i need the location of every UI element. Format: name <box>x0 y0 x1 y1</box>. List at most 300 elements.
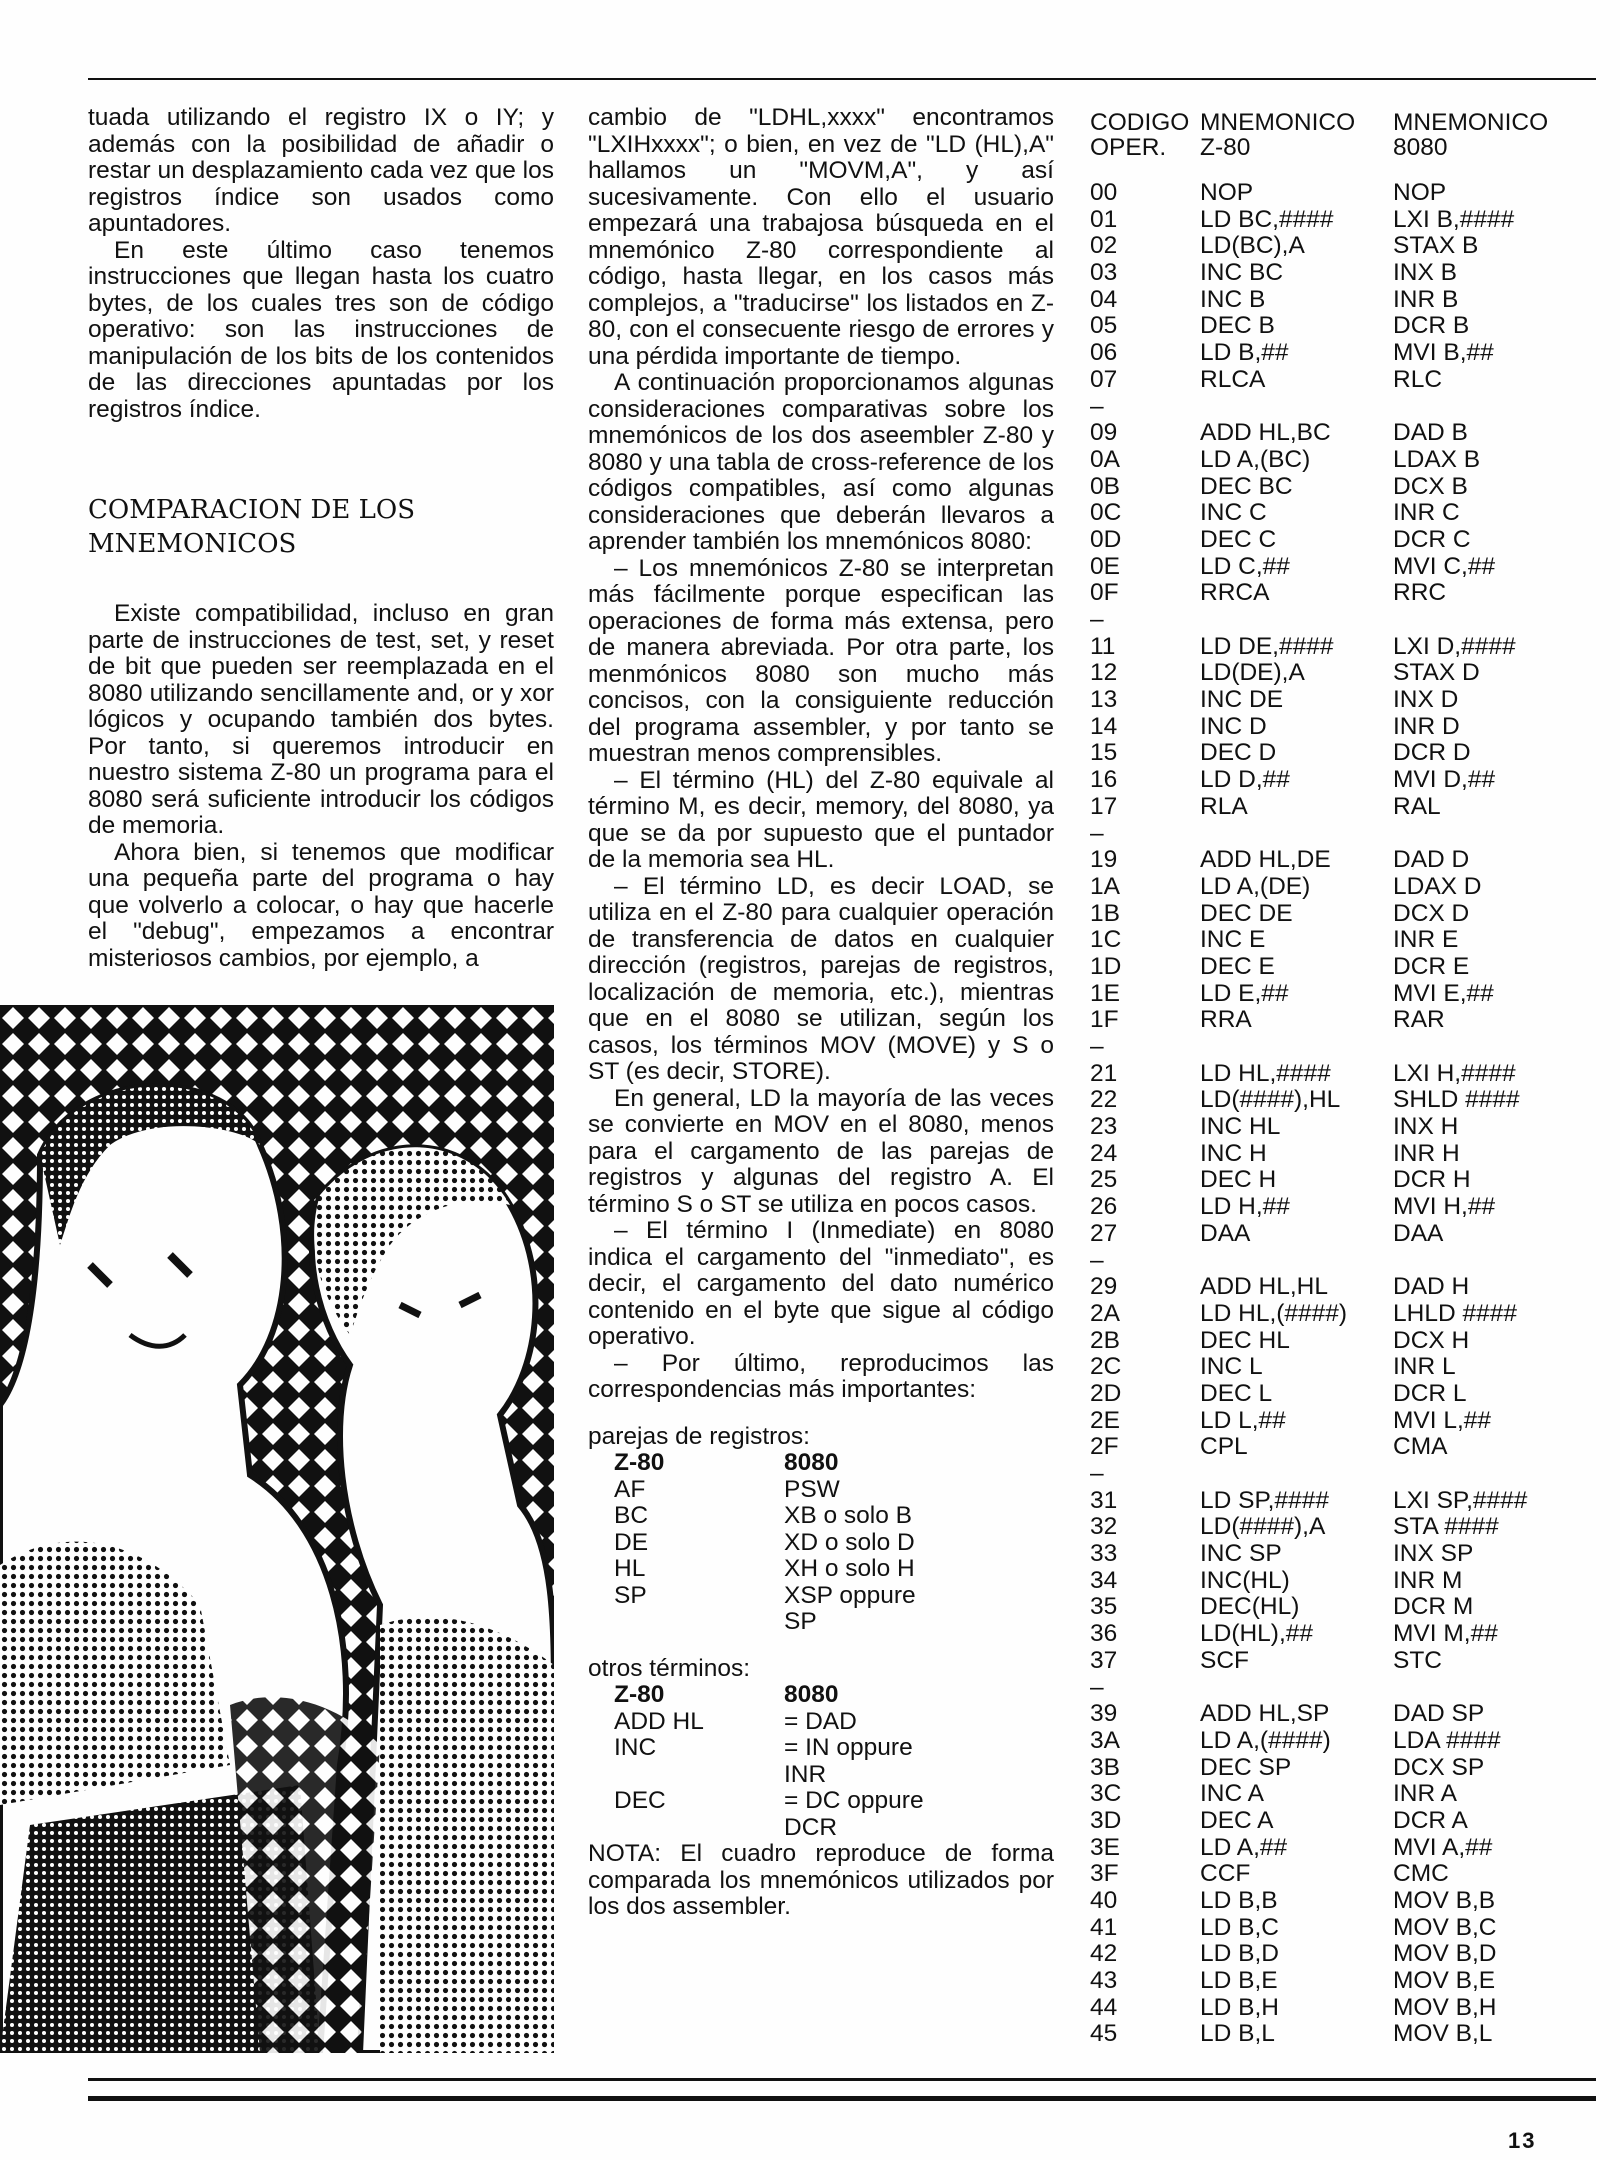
column-1 <box>88 105 554 972</box>
i8080-mnemonic-cell: INX SP <box>1393 1540 1474 1568</box>
opcode-row <box>1090 447 1600 474</box>
opcode-row <box>1090 1194 1600 1221</box>
cell: = IN oppure INR <box>784 1734 913 1788</box>
z80-mnemonic-cell: ADD HL,SP <box>1200 1700 1330 1728</box>
i8080-mnemonic-cell: MOV B,E <box>1393 1967 1496 1995</box>
opcode-cell: 36 <box>1090 1620 1118 1648</box>
opcode-row <box>1090 901 1600 928</box>
opcode-row <box>1090 1594 1600 1621</box>
opcode-row <box>1090 2021 1600 2048</box>
opcode-cell: 17 <box>1090 792 1118 820</box>
opcode-row <box>1090 1888 1600 1915</box>
opcode-cell: 12 <box>1090 659 1118 687</box>
opcode-cell: 29 <box>1090 1273 1118 1301</box>
opcode-cell: 23 <box>1090 1113 1118 1141</box>
cell: SP <box>614 1581 647 1609</box>
opcode-cell: 1D <box>1090 952 1122 980</box>
i8080-mnemonic-cell: RRC <box>1393 579 1447 607</box>
i8080-mnemonic-cell: DCX H <box>1393 1326 1470 1354</box>
top-rule <box>88 78 1596 80</box>
cell: INC <box>614 1734 657 1761</box>
paragraph: En este último caso tenemos instrucciones que llegan hasta los cuatro bytes, de los cuales tres son de código operativo: son las instrucciones de manipulación de los bits de los contenidos de las direcciones apuntadas por los registros índice. <box>88 236 554 423</box>
cell: DEC <box>614 1787 666 1814</box>
z80-mnemonic-cell: CCF <box>1200 1860 1251 1888</box>
z80-mnemonic-cell: DEC(HL) <box>1200 1593 1300 1621</box>
opcode-cell: 3B <box>1090 1753 1120 1781</box>
terms-header-8080: 8080 <box>784 1681 839 1708</box>
opcode-cell: – <box>1090 1033 1104 1060</box>
table-row <box>614 1709 954 1736</box>
opcode-cell: – <box>1090 1460 1104 1487</box>
other-terms <box>588 1656 1054 1842</box>
i8080-mnemonic-cell: INR M <box>1393 1566 1463 1594</box>
halftone-illustration <box>0 1005 554 2053</box>
opcode-row <box>1090 1621 1600 1648</box>
opcode-row <box>1090 821 1600 848</box>
opcode-row <box>1090 1141 1600 1168</box>
z80-mnemonic-cell: SCF <box>1200 1646 1249 1674</box>
paragraph: A continuación proporcionamos algunas consideraciones comparativas sobre los mnemónicos de los dos aseembler Z-80 y 8080 y una tabla de cross-reference de los códigos compatibles, así como algunas consideraciones que deberán llevaros a aprender también los mnemónicos 8080: <box>588 369 1054 555</box>
opcode-cell: 2F <box>1090 1433 1119 1461</box>
terms-table <box>614 1682 954 1841</box>
opcode-cell: 3F <box>1090 1860 1119 1888</box>
opcode-cell: 06 <box>1090 339 1118 367</box>
z80-mnemonic-cell: DEC A <box>1200 1806 1274 1834</box>
opcode-cell: 22 <box>1090 1086 1118 1114</box>
z80-mnemonic-cell: ADD HL,BC <box>1200 419 1331 447</box>
bottom-rule <box>88 2078 1596 2081</box>
i8080-mnemonic-cell <box>1393 1034 1593 1061</box>
opcode-row <box>1090 1968 1600 1995</box>
z80-mnemonic-cell: DEC H <box>1200 1166 1277 1194</box>
opcode-cell: 3D <box>1090 1806 1122 1834</box>
opcode-cell: 24 <box>1090 1139 1118 1167</box>
cell: = DC oppure DCR <box>784 1787 924 1841</box>
heading-line: COMPARACION DE LOS <box>88 495 416 525</box>
opcode-cell: 33 <box>1090 1540 1118 1568</box>
i8080-mnemonic-cell: MVI C,## <box>1393 552 1496 580</box>
opcode-cell: 31 <box>1090 1486 1118 1514</box>
i8080-mnemonic-cell: DAD H <box>1393 1273 1470 1301</box>
opcode-cell: 3A <box>1090 1726 1120 1754</box>
opcode-row <box>1090 687 1600 714</box>
opcode-row <box>1090 714 1600 741</box>
z80-mnemonic-cell: RLCA <box>1200 365 1266 393</box>
z80-mnemonic-cell: LD(####),A <box>1200 1513 1326 1541</box>
paragraph: – El término LD, es decir LOAD, se utiliza en el Z-80 para cualquier operación de transferencia de datos en cualquier dirección (registros, parejas de registros, localización de memoria, etc.), mientras que en el 8080 se utilizan, según los casos, los términos MOV (MOVE) y S o ST (es decir, STORE). <box>588 872 1054 1085</box>
opcode-row <box>1090 1808 1600 1835</box>
z80-mnemonic-cell: LD SP,#### <box>1200 1486 1329 1514</box>
i8080-mnemonic-cell: INX B <box>1393 259 1457 287</box>
opcode-row <box>1090 1488 1600 1515</box>
opcode-cell: 2B <box>1090 1326 1120 1354</box>
i8080-mnemonic-cell <box>1393 394 1593 421</box>
opcode-row <box>1090 260 1600 287</box>
i8080-mnemonic-cell: MOV B,C <box>1393 1913 1497 1941</box>
header-8080 <box>1393 110 1593 160</box>
z80-mnemonic-cell: NOP <box>1200 179 1254 206</box>
i8080-mnemonic-cell: MVI A,## <box>1393 1833 1493 1861</box>
paragraph: Ahora bien, si tenemos que modificar una pequeña parte del programa o hay que volverlo a colocar, o hay que hacerle el "debug", empezamos a encontrar misteriosos cambios, por ejemplo, a <box>88 838 554 972</box>
opcode-cell: 19 <box>1090 846 1118 874</box>
table-row <box>614 1735 954 1788</box>
register-pairs <box>588 1424 1054 1636</box>
opcode-cell: 0E <box>1090 552 1120 580</box>
i8080-mnemonic-cell: INR D <box>1393 712 1460 740</box>
opcode-rows <box>1090 180 1600 2048</box>
z80-mnemonic-cell: INC H <box>1200 1139 1267 1167</box>
i8080-mnemonic-cell: DCR B <box>1393 312 1470 340</box>
z80-mnemonic-cell: LD A,(####) <box>1200 1726 1331 1754</box>
z80-mnemonic-cell <box>1200 394 1393 421</box>
opcode-row <box>1090 794 1600 821</box>
opcode-row <box>1090 1434 1600 1461</box>
header-codigo <box>1090 110 1200 160</box>
i8080-mnemonic-cell: DAD D <box>1393 846 1470 874</box>
cell: = DAD <box>784 1707 857 1735</box>
cell: BC <box>614 1502 649 1529</box>
opcode-row <box>1090 1701 1600 1728</box>
opcode-row <box>1090 500 1600 527</box>
z80-mnemonic-cell: DEC L <box>1200 1379 1273 1407</box>
opcode-cell: 45 <box>1090 2020 1118 2048</box>
opcode-cell: 07 <box>1090 365 1118 393</box>
table-row <box>614 1556 954 1583</box>
opcode-cell: 0C <box>1090 499 1122 527</box>
opcode-cell: 1B <box>1090 899 1120 927</box>
z80-mnemonic-cell: DEC BC <box>1200 472 1293 500</box>
header-line: CODIGO <box>1090 109 1190 136</box>
paragraph: tuada utilizando el registro IX o IY; y además con la posibilidad de añadir o restar un desplazamiento cada vez que los registros índice son usados como apuntadores. <box>88 104 554 237</box>
i8080-mnemonic-cell: INX H <box>1393 1113 1459 1141</box>
opcode-cell: – <box>1090 392 1104 420</box>
i8080-mnemonic-cell: MVI E,## <box>1393 979 1494 1007</box>
z80-mnemonic-cell: LD(####),HL <box>1200 1086 1341 1114</box>
opcode-row <box>1090 634 1600 661</box>
opcode-row <box>1090 1915 1600 1942</box>
z80-mnemonic-cell: LD B,D <box>1200 1940 1279 1968</box>
opcode-row <box>1090 874 1600 901</box>
i8080-mnemonic-cell: LXI SP,#### <box>1393 1486 1528 1514</box>
opcode-row <box>1090 1755 1600 1782</box>
opcode-cell: – <box>1090 1246 1104 1274</box>
opcode-row <box>1090 1248 1600 1275</box>
i8080-mnemonic-cell: STC <box>1393 1646 1442 1674</box>
paragraph: Existe compatibilidad, incluso en gran parte de instrucciones de test, set, y reset de bit que pueden ser reemplazada en el 8080 utilizando sencillamente and, or y xor lógicos y ocupando también dos bytes. Por tanto, si queremos introducir en nuestro sistema Z-80 un programa para el 8080 será suficiente introducir los códigos de memoria. <box>88 600 554 839</box>
i8080-mnemonic-cell: LDAX B <box>1393 445 1481 473</box>
opcode-row <box>1090 660 1600 687</box>
opcode-cell: 35 <box>1090 1593 1118 1621</box>
z80-mnemonic-cell: DEC SP <box>1200 1753 1292 1781</box>
i8080-mnemonic-cell: DAD SP <box>1393 1700 1485 1728</box>
opcode-cell: 26 <box>1090 1193 1118 1221</box>
z80-mnemonic-cell: LD DE,#### <box>1200 632 1334 660</box>
opcode-row <box>1090 287 1600 314</box>
opcode-cell: 05 <box>1090 312 1118 340</box>
i8080-mnemonic-cell: SHLD #### <box>1393 1086 1520 1114</box>
opcode-cell: – <box>1090 1673 1104 1701</box>
i8080-mnemonic-cell: LXI B,#### <box>1393 205 1515 233</box>
i8080-mnemonic-cell: INR H <box>1393 1139 1460 1167</box>
table-row <box>614 1530 954 1557</box>
opcode-row <box>1090 1114 1600 1141</box>
column-2 <box>588 105 1054 1921</box>
opcode-row <box>1090 394 1600 421</box>
z80-mnemonic-cell: LD B,## <box>1200 339 1289 367</box>
opcode-cell: 1F <box>1090 1006 1119 1034</box>
i8080-mnemonic-cell: STAX D <box>1393 659 1480 687</box>
i8080-mnemonic-cell: RAR <box>1393 1006 1445 1034</box>
pairs-title: parejas de registros: <box>588 1422 810 1450</box>
opcode-row <box>1090 1274 1600 1301</box>
z80-mnemonic-cell: RRA <box>1200 1006 1252 1034</box>
z80-mnemonic-cell: INC D <box>1200 712 1267 740</box>
i8080-mnemonic-cell: DAA <box>1393 1219 1444 1247</box>
opcode-cell: 09 <box>1090 419 1118 447</box>
opcode-cell: 2A <box>1090 1299 1120 1327</box>
i8080-mnemonic-cell: MOV B,L <box>1393 2020 1493 2048</box>
table-row <box>614 1788 954 1841</box>
section-heading <box>88 493 554 561</box>
i8080-mnemonic-cell: MVI M,## <box>1393 1620 1498 1648</box>
z80-mnemonic-cell: LD(HL),## <box>1200 1620 1314 1648</box>
i8080-mnemonic-cell: MVI D,## <box>1393 766 1496 794</box>
header-line: 8080 <box>1393 134 1448 161</box>
opcode-cell: 16 <box>1090 766 1118 794</box>
opcode-cell: 0A <box>1090 445 1120 473</box>
z80-mnemonic-cell: RLA <box>1200 792 1248 820</box>
z80-mnemonic-cell: INC A <box>1200 1780 1264 1808</box>
opcode-row <box>1090 1861 1600 1888</box>
opcode-cell: 27 <box>1090 1219 1118 1247</box>
i8080-mnemonic-cell: LDA #### <box>1393 1726 1501 1754</box>
opcode-row <box>1090 927 1600 954</box>
i8080-mnemonic-cell: MVI B,## <box>1393 339 1494 367</box>
opcode-row <box>1090 207 1600 234</box>
opcode-cell: 43 <box>1090 1967 1118 1995</box>
opcode-cell: 37 <box>1090 1646 1118 1674</box>
opcode-cell: 41 <box>1090 1913 1118 1941</box>
z80-mnemonic-cell: DEC HL <box>1200 1326 1290 1354</box>
opcode-cell: 2E <box>1090 1406 1120 1434</box>
i8080-mnemonic-cell: DCR D <box>1393 739 1471 767</box>
page-number: 13 <box>1508 2128 1537 2153</box>
opcode-row <box>1090 1568 1600 1595</box>
opcode-cell: 1E <box>1090 979 1120 1007</box>
z80-mnemonic-cell: DEC E <box>1200 952 1275 980</box>
i8080-mnemonic-cell: LXI H,#### <box>1393 1059 1516 1087</box>
i8080-mnemonic-cell <box>1393 1461 1593 1488</box>
i8080-mnemonic-cell: DAD B <box>1393 419 1468 447</box>
z80-mnemonic-cell: INC DE <box>1200 686 1284 714</box>
z80-mnemonic-cell <box>1200 821 1393 848</box>
i8080-mnemonic-cell: DCX B <box>1393 472 1468 500</box>
opcode-row <box>1090 954 1600 981</box>
opcode-row <box>1090 1408 1600 1435</box>
z80-mnemonic-cell: LD A,## <box>1200 1833 1288 1861</box>
opcode-cell: 42 <box>1090 1940 1118 1968</box>
z80-mnemonic-cell: INC B <box>1200 285 1266 313</box>
z80-mnemonic-cell: LD A,(BC) <box>1200 445 1311 473</box>
z80-mnemonic-cell <box>1200 1248 1393 1275</box>
opcode-row <box>1090 1461 1600 1488</box>
opcode-cell: 02 <box>1090 232 1118 260</box>
cell: ADD HL <box>614 1707 704 1735</box>
z80-mnemonic-cell: LD HL,(####) <box>1200 1299 1348 1327</box>
opcode-row <box>1090 981 1600 1008</box>
z80-mnemonic-cell: LD E,## <box>1200 979 1289 1007</box>
z80-mnemonic-cell <box>1200 1034 1393 1061</box>
cell: AF <box>614 1475 646 1503</box>
z80-mnemonic-cell: LD HL,#### <box>1200 1059 1331 1087</box>
z80-mnemonic-cell: ADD HL,DE <box>1200 846 1331 874</box>
pairs-header-z80: Z-80 <box>614 1449 665 1476</box>
i8080-mnemonic-cell: INX D <box>1393 686 1459 714</box>
z80-mnemonic-cell: INC C <box>1200 499 1267 527</box>
opcode-cell: 34 <box>1090 1566 1118 1594</box>
i8080-mnemonic-cell: MOV B,D <box>1393 1940 1497 1968</box>
z80-mnemonic-cell: LD(DE),A <box>1200 659 1305 687</box>
table-row <box>614 1477 954 1504</box>
z80-mnemonic-cell <box>1200 1675 1393 1702</box>
opcode-row <box>1090 1728 1600 1755</box>
i8080-mnemonic-cell: INR C <box>1393 499 1460 527</box>
opcode-row <box>1090 847 1600 874</box>
z80-mnemonic-cell: INC L <box>1200 1353 1263 1381</box>
opcode-row <box>1090 1087 1600 1114</box>
z80-mnemonic-cell: DEC B <box>1200 312 1275 340</box>
opcode-cell: 2C <box>1090 1353 1122 1381</box>
i8080-mnemonic-cell: RLC <box>1393 365 1443 393</box>
opcode-row <box>1090 1514 1600 1541</box>
i8080-mnemonic-cell: LXI D,#### <box>1393 632 1516 660</box>
opcode-row <box>1090 1381 1600 1408</box>
opcode-cell: 3C <box>1090 1780 1122 1808</box>
opcode-row <box>1090 1328 1600 1355</box>
opcode-cell: 00 <box>1090 179 1118 206</box>
i8080-mnemonic-cell: LHLD #### <box>1393 1299 1517 1327</box>
z80-mnemonic-cell: ADD HL,HL <box>1200 1273 1328 1301</box>
terms-header-z80: Z-80 <box>614 1681 665 1708</box>
opcode-row <box>1090 474 1600 501</box>
opcode-row <box>1090 1648 1600 1675</box>
opcode-cell: 13 <box>1090 686 1118 714</box>
i8080-mnemonic-cell: DCX SP <box>1393 1753 1485 1781</box>
opcode-cell: 0B <box>1090 472 1120 500</box>
i8080-mnemonic-cell: LDAX D <box>1393 872 1482 900</box>
z80-mnemonic-cell: LD B,L <box>1200 2020 1275 2048</box>
opcode-row <box>1090 1221 1600 1248</box>
opcode-row <box>1090 233 1600 260</box>
cell: PSW <box>784 1475 840 1503</box>
i8080-mnemonic-cell: DCR L <box>1393 1379 1467 1407</box>
z80-mnemonic-cell: LD B,E <box>1200 1967 1278 1995</box>
opcode-row <box>1090 554 1600 581</box>
pairs-header-8080: 8080 <box>784 1449 839 1476</box>
z80-mnemonic-cell: INC HL <box>1200 1113 1281 1141</box>
opcode-row <box>1090 1541 1600 1568</box>
i8080-mnemonic-cell: STAX B <box>1393 232 1479 260</box>
terms-title: otros términos: <box>588 1654 751 1682</box>
z80-mnemonic-cell: DEC C <box>1200 525 1277 553</box>
i8080-mnemonic-cell: NOP <box>1393 179 1447 206</box>
opcode-cell: 15 <box>1090 739 1118 767</box>
opcode-row <box>1090 180 1600 207</box>
opcode-table <box>1090 110 1600 2048</box>
opcode-cell: 0D <box>1090 525 1122 553</box>
z80-mnemonic-cell: DAA <box>1200 1219 1251 1247</box>
i8080-mnemonic-cell: MOV B,B <box>1393 1887 1496 1914</box>
opcode-row <box>1090 1301 1600 1328</box>
i8080-mnemonic-cell <box>1393 607 1593 634</box>
z80-mnemonic-cell: LD C,## <box>1200 552 1290 580</box>
i8080-mnemonic-cell: INR L <box>1393 1353 1456 1381</box>
header-line: Z-80 <box>1200 134 1251 161</box>
opcode-row <box>1090 1675 1600 1702</box>
i8080-mnemonic-cell: DCR M <box>1393 1593 1474 1621</box>
i8080-mnemonic-cell <box>1393 821 1593 848</box>
i8080-mnemonic-cell: MVI L,## <box>1393 1406 1492 1434</box>
i8080-mnemonic-cell: DCR H <box>1393 1166 1471 1194</box>
z80-mnemonic-cell: LD A,(DE) <box>1200 872 1311 900</box>
cell: HL <box>614 1555 646 1582</box>
opcode-row <box>1090 1061 1600 1088</box>
opcode-cell: 1C <box>1090 926 1122 954</box>
z80-mnemonic-cell: LD L,## <box>1200 1406 1286 1434</box>
z80-mnemonic-cell: LD(BC),A <box>1200 232 1305 260</box>
opcode-cell: 3E <box>1090 1833 1120 1861</box>
z80-mnemonic-cell: CPL <box>1200 1433 1248 1461</box>
table-row <box>614 1583 954 1636</box>
opcode-row <box>1090 1781 1600 1808</box>
i8080-mnemonic-cell: DCR C <box>1393 525 1471 553</box>
i8080-mnemonic-cell: DCR A <box>1393 1806 1468 1834</box>
opcode-cell: 39 <box>1090 1700 1118 1728</box>
cell: XB o solo B <box>784 1502 913 1529</box>
pairs-table <box>614 1450 954 1636</box>
cell: DE <box>614 1528 649 1556</box>
i8080-mnemonic-cell <box>1393 1675 1593 1702</box>
opcode-cell: 03 <box>1090 259 1118 287</box>
i8080-mnemonic-cell: STA #### <box>1393 1513 1499 1541</box>
i8080-mnemonic-cell: MOV B,H <box>1393 1993 1497 2021</box>
i8080-mnemonic-cell: INR E <box>1393 926 1459 954</box>
paragraph: – El término (HL) del Z-80 equivale al término M, es decir, memory, del 8080, ya que se da por supuesto que el puntador de la memoria sea HL. <box>588 766 1054 873</box>
opcode-cell: 01 <box>1090 205 1118 233</box>
opcode-row <box>1090 340 1600 367</box>
opcode-row <box>1090 1941 1600 1968</box>
opcode-cell: 1A <box>1090 872 1120 900</box>
opcode-cell: 0F <box>1090 579 1119 607</box>
paragraph: – El término I (Inmediate) en 8080 indica el cargamento del "inmediato", es decir, el cargamento del dato numérico contenido en el byte que sigue al código operativo. <box>588 1217 1054 1350</box>
opcode-cell: 32 <box>1090 1513 1118 1541</box>
paragraph: – Por último, reproducimos las correspondencias más importantes: <box>588 1349 1054 1403</box>
opcode-row <box>1090 1167 1600 1194</box>
z80-mnemonic-cell: INC BC <box>1200 259 1284 287</box>
opcode-row <box>1090 1835 1600 1862</box>
paragraph: En general, LD la mayoría de las veces se convierte en MOV en el 8080, menos para el cargamento de las parejas de registros y algunas del registro A. El término S o ST se utiliza en pocos casos. <box>588 1084 1054 1218</box>
opcode-row <box>1090 367 1600 394</box>
z80-mnemonic-cell: INC E <box>1200 926 1266 954</box>
opcode-row <box>1090 580 1600 607</box>
z80-mnemonic-cell: INC(HL) <box>1200 1566 1290 1594</box>
opcode-cell: 04 <box>1090 285 1118 313</box>
paragraph: cambio de "LDHL,xxxx" encontramos "LXIHxxxx"; o bien, en vez de "LD (HL),A" hallamos un "MOVM,A", y así sucesivamente. Con ello el usuario empezará una trabajosa búsqueda en el mnemónico Z-80 correspondiente al código, hasta llegar, en los casos más complejos, a "traducirse" los listados en Z-80, con el consecuente riesgo de errores y una pérdida importante de tiempo. <box>588 104 1054 370</box>
opcode-row <box>1090 607 1600 634</box>
opcode-row <box>1090 527 1600 554</box>
table-row <box>614 1503 954 1530</box>
i8080-mnemonic-cell: CMA <box>1393 1433 1448 1461</box>
